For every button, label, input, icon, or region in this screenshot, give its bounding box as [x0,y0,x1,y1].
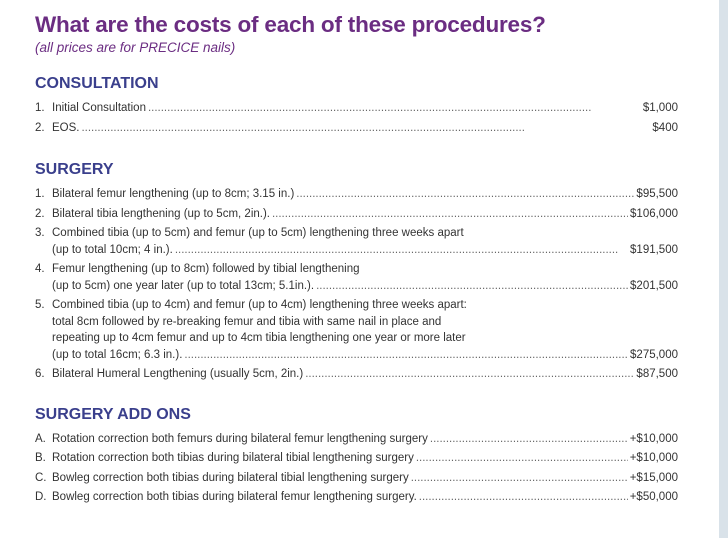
item-price: +$10,000 [629,452,678,464]
list-item [35,489,678,506]
item-number: 1. [35,188,45,200]
item-text: (up to total 10cm; 4 in.). [52,243,173,256]
item-letter: C. [35,471,47,484]
item-text-line: Femur lengthening (up to 8cm) followed by tibial lengthening [52,263,360,275]
item-text: Initial Consultation [52,102,146,114]
page-subtitle: (all prices are for PRECICE nails) [35,40,236,55]
list-item [35,431,678,448]
list-item [35,366,678,383]
item-text: Bowleg correction both tibias during bilateral femur lengthening surgery. [52,491,417,503]
list-item [35,261,678,294]
item-number: 2. [35,207,45,220]
item-letter: A. [35,432,46,445]
list-item [35,100,678,117]
dot-leader [416,450,628,467]
add-ons-list [35,431,678,506]
item-text-line: total 8cm followed by re-breaking femur and tibia with same nail in place and [52,315,442,328]
section-heading-surgery: SURGERY [35,161,114,178]
item-price: $95,500 [636,188,678,200]
item-price: $275,000 [630,348,678,361]
dot-leader [305,366,634,383]
item-text: Rotation correction both femurs during bilateral femur lengthening surgery [52,432,428,445]
dot-leader [175,242,628,259]
dot-leader [81,120,650,137]
dot-leader [411,470,628,487]
list-item [35,186,678,203]
item-text-line: repeating up to 4cm femur and up to 4cm tibia lengthening one year or more later [52,332,466,344]
item-price: $106,000 [630,207,678,220]
dot-leader [272,206,628,223]
section-heading-consultation: CONSULTATION [35,75,159,92]
item-price: +$50,000 [629,491,678,503]
dot-leader [419,489,628,506]
list-item [35,450,678,467]
item-letter: D. [35,491,47,503]
item-price: $400 [652,121,678,134]
surgery-list [35,186,678,383]
item-number: 5. [35,299,45,311]
item-text: Bilateral Humeral Lengthening (usually 5cm, 2in.) [52,368,304,380]
item-number: 4. [35,263,45,275]
item-text: Bilateral tibia lengthening (up to 5cm, 2in.). [52,207,270,220]
item-text: Rotation correction both tibias during bilateral tibial lengthening surgery [52,452,414,464]
item-number: 1. [35,102,45,114]
price-sheet [35,10,678,509]
item-text-line: Combined tibia (up to 5cm) and femur (up to 5cm) lengthening three weeks apart [52,227,464,239]
item-number: 3. [35,227,45,239]
dot-leader [184,347,628,364]
page-edge-strip [719,0,728,538]
dot-leader [148,100,641,117]
dot-leader [296,186,634,203]
item-text: (up to 5cm) one year later (up to total 13cm; 5.1in.). [52,279,315,292]
section-heading-surgery-add-ons: SURGERY ADD ONS [35,405,191,423]
list-item [35,225,678,258]
item-text: EOS. [52,121,80,134]
consultation-list [35,100,678,136]
item-price: $191,500 [630,243,678,256]
item-text-line: Combined tibia (up to 4cm) and femur (up to 4cm) lengthening three weeks apart: [52,299,467,311]
dot-leader [430,431,628,448]
list-item [35,120,678,137]
item-number: 2. [35,121,45,134]
item-number: 6. [35,368,45,380]
list-item [35,206,678,223]
list-item [35,470,678,487]
item-price: +$10,000 [629,432,678,445]
dot-leader [316,278,628,295]
page-title: What are the costs of each of these procedures? [35,12,546,37]
item-letter: B. [35,452,46,464]
item-price: $87,500 [636,368,678,380]
item-text: (up to total 16cm; 6.3 in.). [52,348,183,361]
item-price: +$15,000 [629,471,678,484]
item-text: Bowleg correction both tibias during bilateral tibial lengthening surgery [52,471,409,484]
list-item [35,297,678,363]
item-price: $201,500 [630,279,678,292]
item-text: Bilateral femur lengthening (up to 8cm; 3.15 in.) [52,188,295,200]
item-price: $1,000 [642,102,678,114]
